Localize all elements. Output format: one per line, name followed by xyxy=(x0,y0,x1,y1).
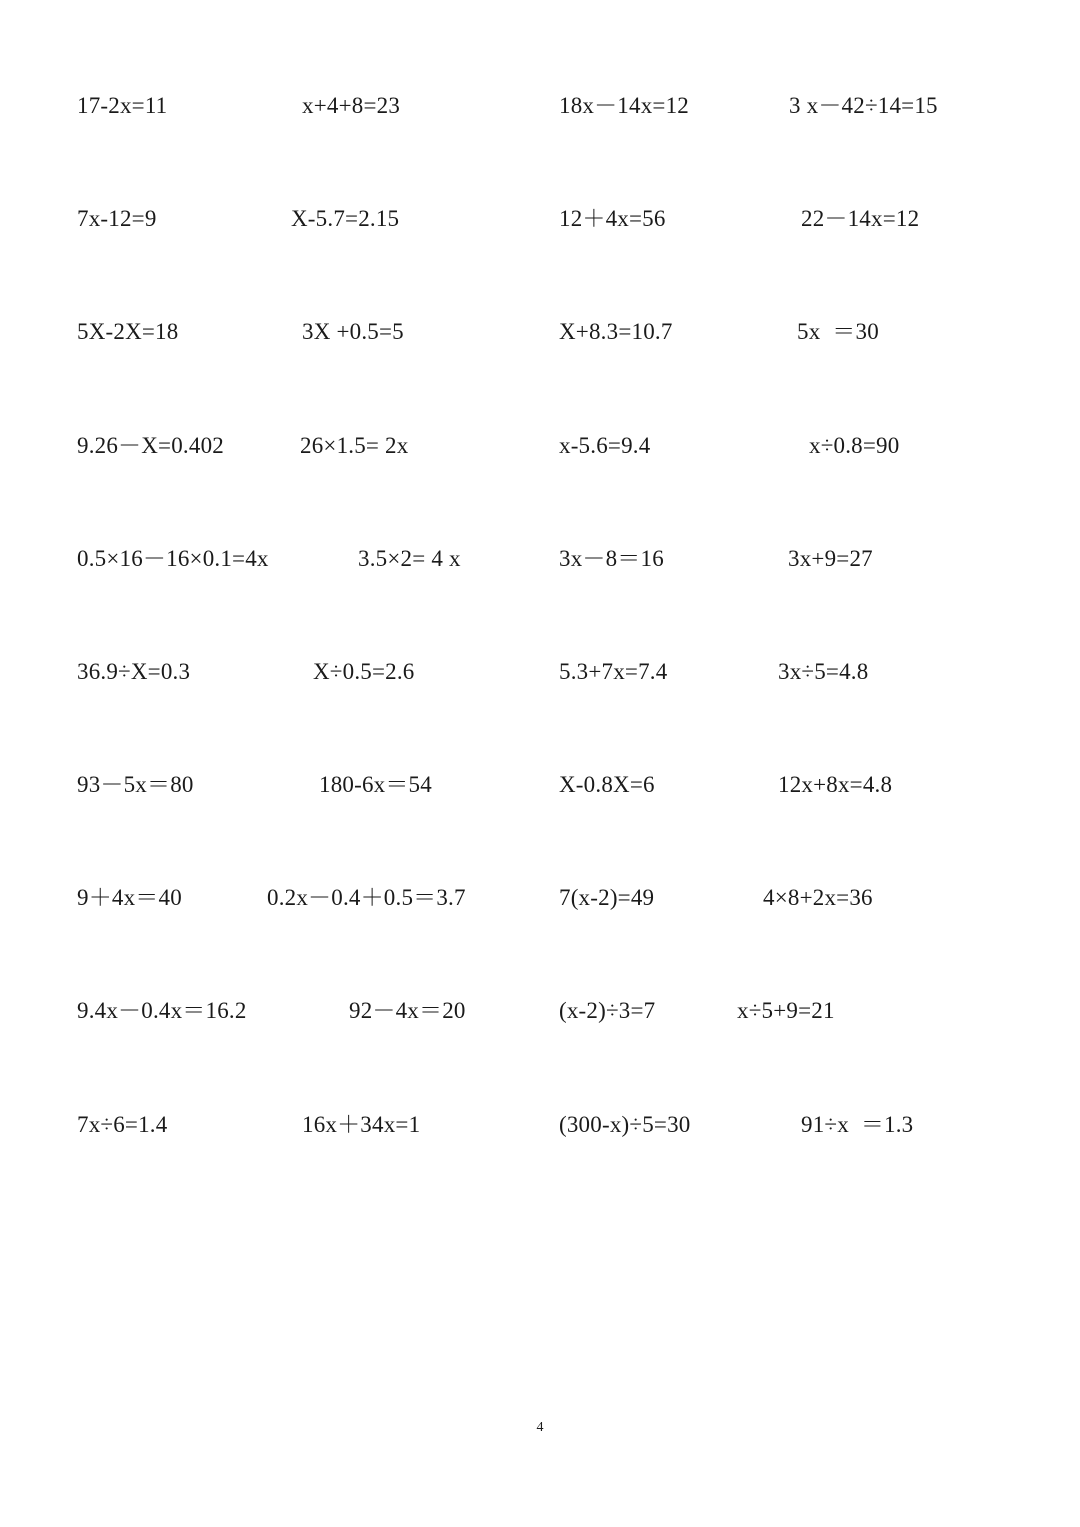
equation: 22－14x=12 xyxy=(801,206,920,231)
equation: 5x ＝30 xyxy=(797,319,879,344)
equation: 3.5×2= 4 x xyxy=(358,546,461,571)
equation: 18x－14x=12 xyxy=(559,93,689,118)
equation: (x-2)÷3=7 xyxy=(559,998,656,1023)
equation-row xyxy=(0,199,1080,239)
equation-row xyxy=(0,539,1080,579)
equation: 4×8+2x=36 xyxy=(763,885,873,910)
equation: 26×1.5= 2x xyxy=(300,433,409,458)
equation: 12＋4x=56 xyxy=(559,206,666,231)
equation: X-5.7=2.15 xyxy=(291,206,400,231)
equation: 16x＋34x=1 xyxy=(302,1112,421,1137)
equation: 7(x-2)=49 xyxy=(559,885,655,910)
equation: 7x÷6=1.4 xyxy=(77,1112,168,1137)
equation-row xyxy=(0,652,1080,692)
equation: 5.3+7x=7.4 xyxy=(559,659,668,684)
equation-row xyxy=(0,312,1080,352)
equation-row xyxy=(0,991,1080,1031)
equation: 3X +0.5=5 xyxy=(302,319,404,344)
equation: 93－5x＝80 xyxy=(77,772,194,797)
equation: 0.2x－0.4＋0.5＝3.7 xyxy=(267,885,466,910)
equation-row xyxy=(0,878,1080,918)
equation: 92－4x＝20 xyxy=(349,998,466,1023)
equation: x+4+8=23 xyxy=(302,93,401,118)
equation-row xyxy=(0,765,1080,805)
equation-row xyxy=(0,86,1080,126)
equation: 12x+8x=4.8 xyxy=(778,772,893,797)
equation: X÷0.5=2.6 xyxy=(313,659,415,684)
equation: 9.4x－0.4x＝16.2 xyxy=(77,998,247,1023)
equation: 3 x－42÷14=15 xyxy=(789,93,938,118)
equation: 7x-12=9 xyxy=(77,206,157,231)
equation: 0.5×16－16×0.1=4x xyxy=(77,546,269,571)
equation: 3x－8＝16 xyxy=(559,546,664,571)
equation: 17-2x=11 xyxy=(77,93,168,118)
equation: 91÷x ＝1.3 xyxy=(801,1112,914,1137)
equation: 180-6x＝54 xyxy=(319,772,432,797)
equation: 36.9÷X=0.3 xyxy=(77,659,191,684)
equation-row xyxy=(0,1105,1080,1145)
equation: x-5.6=9.4 xyxy=(559,433,651,458)
page-number: 4 xyxy=(536,1420,544,1435)
equation: 3x÷5=4.8 xyxy=(778,659,869,684)
equation: X-0.8X=6 xyxy=(559,772,655,797)
equation: x÷5+9=21 xyxy=(737,998,835,1023)
equation: x÷0.8=90 xyxy=(809,433,900,458)
equation: X+8.3=10.7 xyxy=(559,319,673,344)
equation: (300-x)÷5=30 xyxy=(559,1112,691,1137)
equation-row xyxy=(0,426,1080,466)
equation: 3x+9=27 xyxy=(788,546,873,571)
equation: 9＋4x＝40 xyxy=(77,885,182,910)
equation: 5X-2X=18 xyxy=(77,319,179,344)
equation: 9.26－X=0.402 xyxy=(77,433,224,458)
